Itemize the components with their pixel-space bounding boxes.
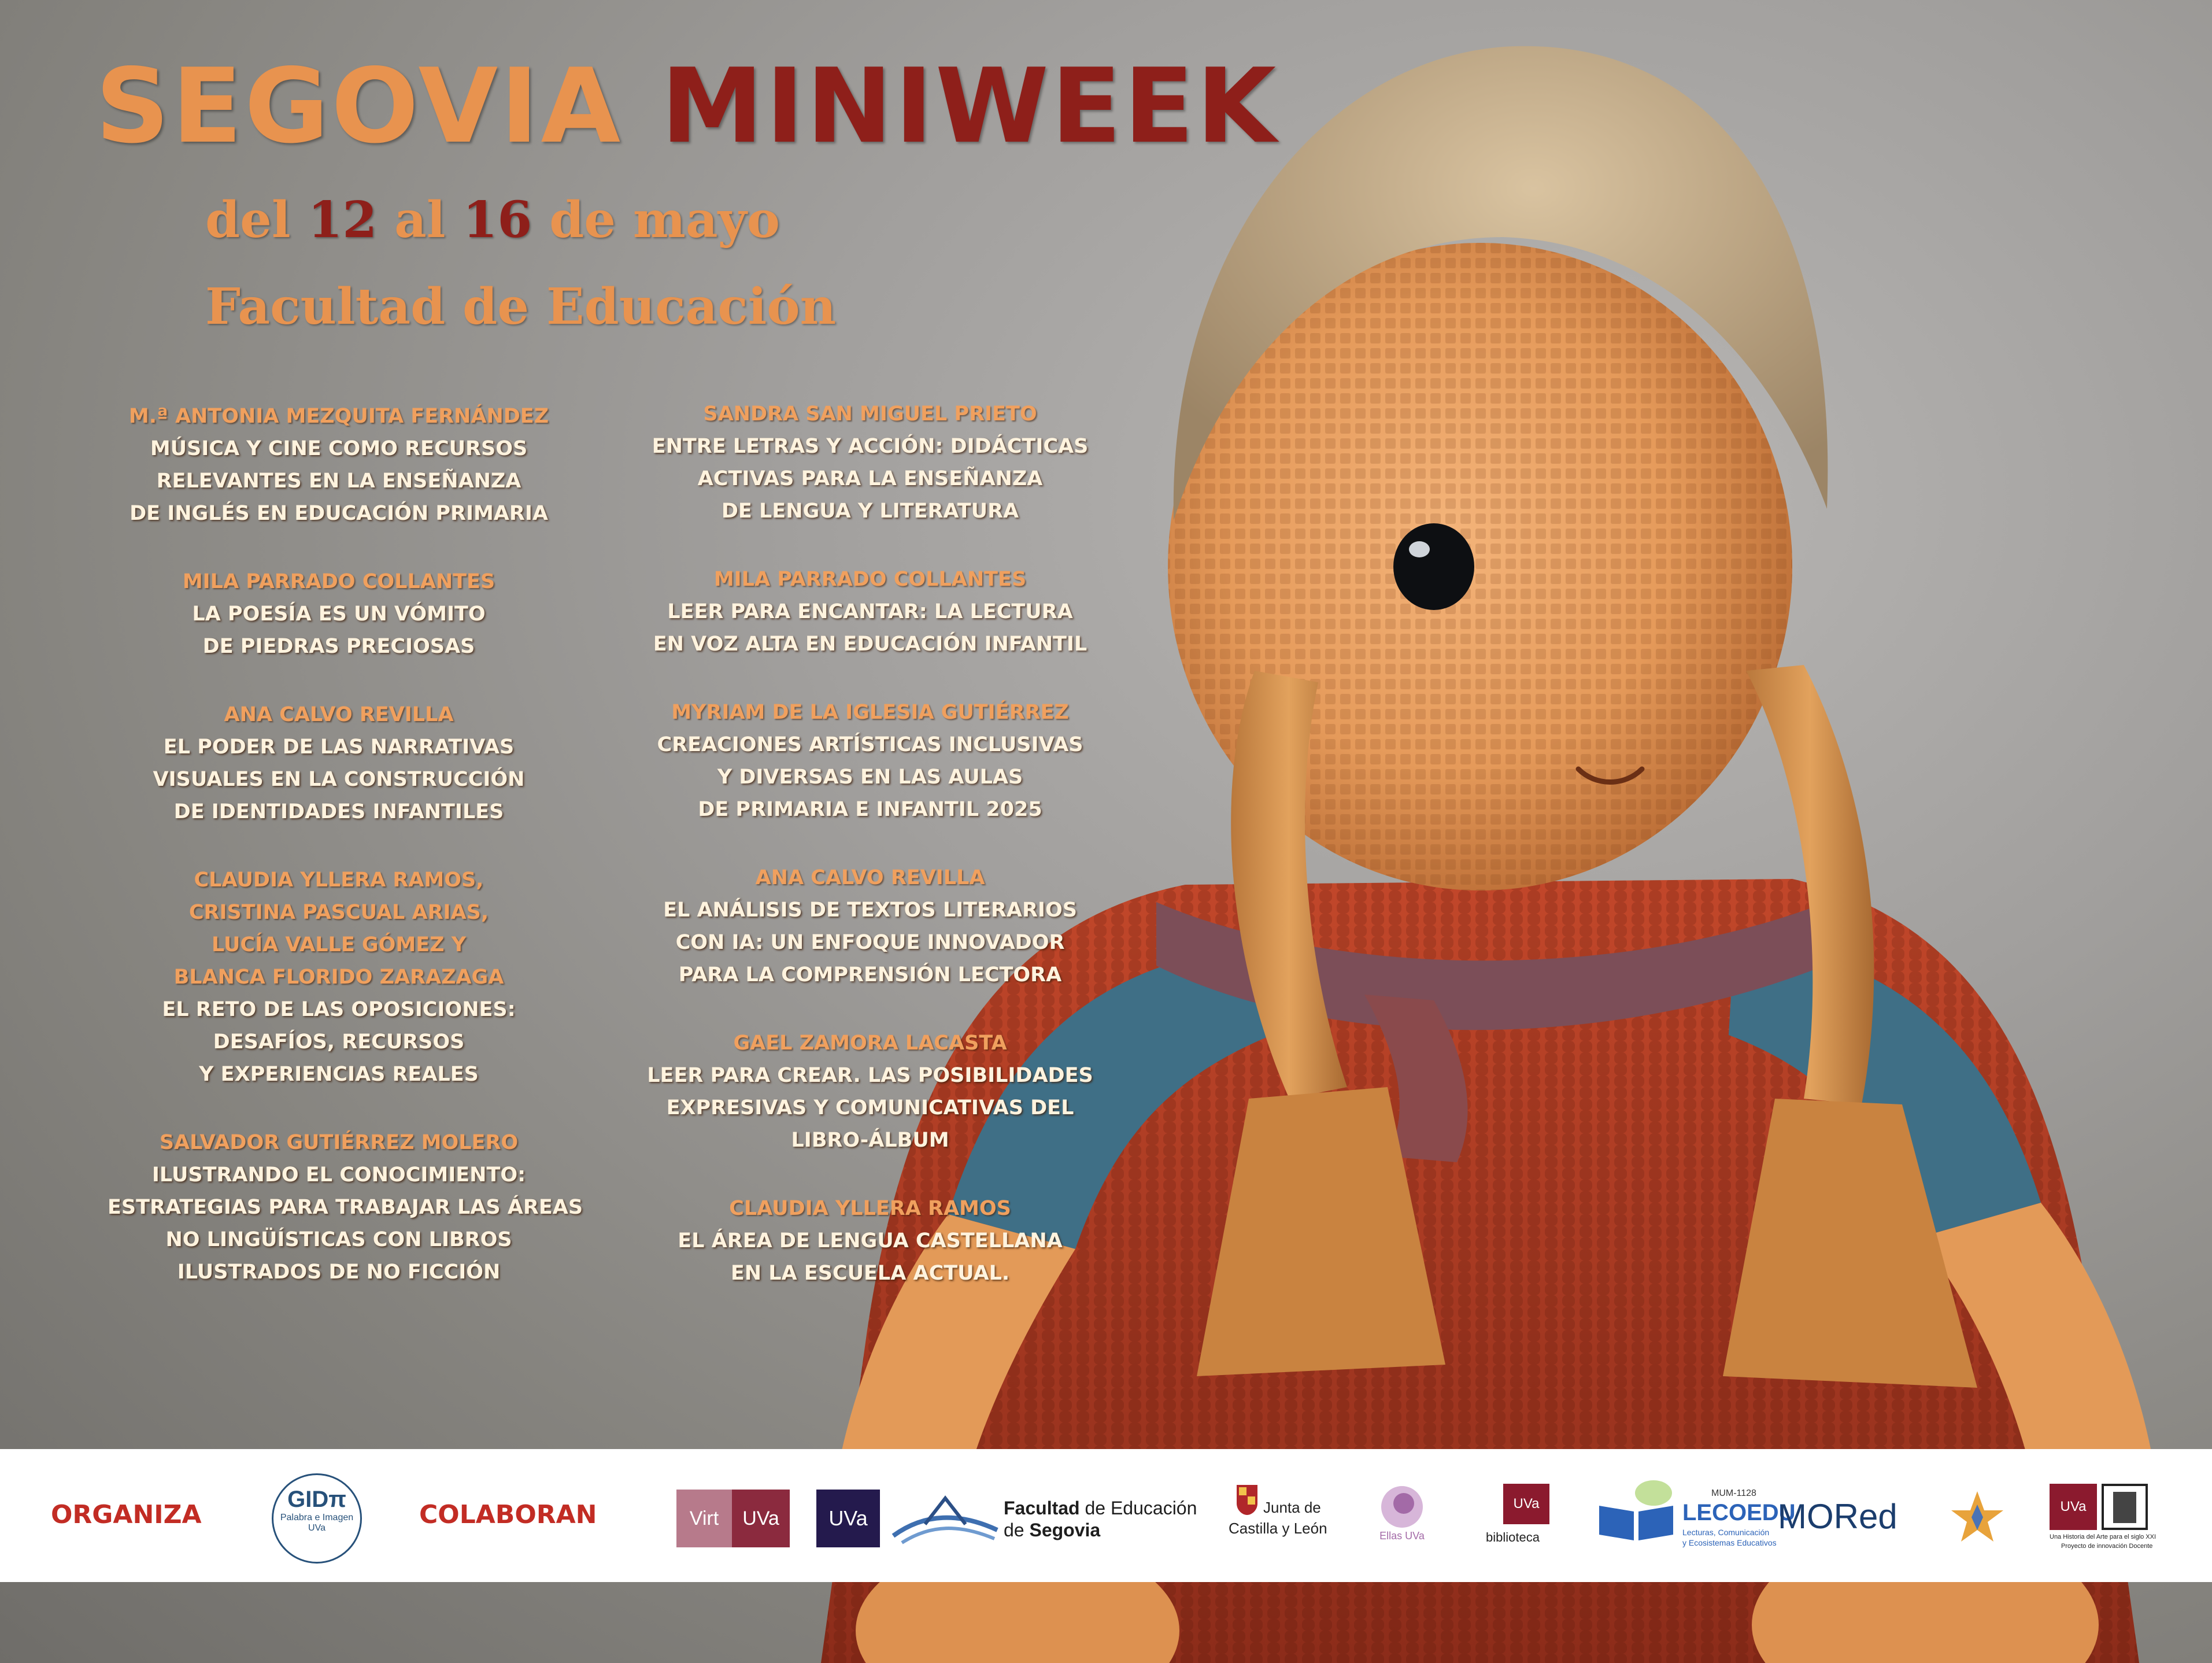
- facultad-logo-wave-icon: [890, 1490, 1000, 1547]
- dates-word-del: del: [205, 191, 291, 249]
- facultad-logo-word: Facultad: [1004, 1498, 1080, 1518]
- gidpi-logo: [272, 1473, 362, 1564]
- uva-historia-line1: Una Historia del Arte para el siglo XXI: [2050, 1533, 2156, 1540]
- talk-title: CON IA: UN ENFOQUE INNOVADOR: [675, 931, 1065, 954]
- dates-start-day: 12: [308, 191, 378, 249]
- talk-entry: [108, 566, 570, 663]
- facultad-logo-rest: de Educación: [1079, 1498, 1197, 1518]
- virtuva-logo: [676, 1490, 790, 1547]
- lecoedu-sub1: Lecturas, Comunicación: [1682, 1528, 1770, 1537]
- facultad-logo-line2: [1004, 1520, 1100, 1541]
- virtuva-logo-left: Virt: [676, 1490, 732, 1547]
- talks-right-column: [578, 398, 1162, 1325]
- talk-speaker: LUCÍA VALLE GÓMEZ Y: [211, 933, 467, 956]
- talk-entry: [108, 864, 570, 1091]
- organiza-label: ORGANIZA: [51, 1500, 202, 1529]
- talk-title: ILUSTRANDO EL CONOCIMIENTO:: [151, 1163, 526, 1187]
- lecoedu-name: LECOEDU: [1682, 1500, 1796, 1525]
- talk-entry: [108, 1126, 583, 1288]
- talk-title: DE PIEDRAS PRECIOSAS: [202, 635, 475, 658]
- talk-title: NO LINGÜÍSTICAS CON LIBROS: [165, 1228, 512, 1251]
- facultad-logo-de: de: [1004, 1520, 1030, 1540]
- title-miniweek: MINIWEEK: [661, 46, 1279, 166]
- virtuva-logo-right: UVa: [732, 1490, 790, 1547]
- talk-title: EL RETO DE LAS OPOSICIONES:: [162, 998, 516, 1021]
- talk-title: MÚSICA Y CINE COMO RECURSOS: [150, 437, 528, 460]
- talk-title: ILUSTRADOS DE NO FICCIÓN: [177, 1261, 501, 1284]
- dates-month: de mayo: [549, 191, 780, 249]
- talk-title: PARA LA COMPRENSIÓN LECTORA: [678, 963, 1062, 986]
- talk-speaker: ANA CALVO REVILLA: [224, 703, 454, 726]
- coat-of-arms-icon: [1236, 1484, 1259, 1516]
- talk-speaker: SALVADOR GUTIÉRREZ MOLERO: [159, 1131, 519, 1154]
- talk-title: ESTRATEGIAS PARA TRABAJAR LAS ÁREAS: [108, 1196, 583, 1219]
- poster-title: [95, 46, 1279, 166]
- talk-speaker: BLANCA FLORIDO ZARAZAGA: [173, 966, 504, 989]
- talk-title: Y EXPERIENCIAS REALES: [199, 1063, 479, 1086]
- gidpi-logo-mark: GIDπ: [287, 1487, 346, 1512]
- sponsors-footer: [0, 1449, 2212, 1582]
- colorful-star-logo-icon: [1948, 1488, 2006, 1546]
- talk-title: LA POESÍA ES UN VÓMITO: [192, 603, 486, 626]
- colaboran-label: COLABORAN: [419, 1500, 597, 1529]
- uva-historia-badge: UVa: [2050, 1484, 2097, 1530]
- talk-speaker: MILA PARRADO COLLANTES: [713, 568, 1027, 591]
- lecoedu-sub2: y Ecosistemas Educativos: [1682, 1538, 1777, 1547]
- talk-entry: [578, 563, 1162, 660]
- mored-logo: MORed: [1778, 1497, 1897, 1536]
- ellas-uva-logo: [1370, 1484, 1434, 1547]
- uva-logo: UVa: [816, 1490, 880, 1547]
- ellas-uva-label: Ellas UVa: [1379, 1530, 1425, 1542]
- ellas-uva-profile-icon: [1370, 1484, 1434, 1530]
- talk-title: ACTIVAS PARA LA ENSEÑANZA: [697, 467, 1043, 490]
- biblioteca-uva-logo: [1486, 1484, 1555, 1559]
- talk-title: CREACIONES ARTÍSTICAS INCLUSIVAS: [657, 733, 1083, 756]
- talk-speaker: M.ª ANTONIA MEZQUITA FERNÁNDEZ: [128, 405, 549, 428]
- junta-castilla-leon-logo: [1229, 1484, 1333, 1553]
- talk-title: LEER PARA ENCANTAR: LA LECTURA: [667, 600, 1073, 623]
- talk-title: DE LENGUA Y LITERATURA: [721, 500, 1019, 523]
- dates-word-al: al: [394, 191, 446, 249]
- talk-title: ENTRE LETRAS Y ACCIÓN: DIDÁCTICAS: [652, 435, 1089, 458]
- talk-entry: [578, 1027, 1162, 1156]
- talk-title: EL ANÁLISIS DE TEXTOS LITERARIOS: [663, 899, 1077, 922]
- talk-entry: [108, 400, 570, 530]
- talk-entry: [578, 398, 1162, 527]
- talk-title: DE IDENTIDADES INFANTILES: [173, 800, 504, 823]
- facultad-educacion-segovia-logo: [890, 1490, 1214, 1553]
- biblioteca-uva-label: biblioteca: [1486, 1530, 1540, 1544]
- event-dates: [205, 191, 780, 249]
- talk-title: Y DIVERSAS EN LAS AULAS: [717, 766, 1023, 789]
- junta-logo-line2: Castilla y León: [1229, 1520, 1327, 1537]
- junta-logo-line1: Junta de: [1263, 1499, 1321, 1516]
- talk-speaker: CRISTINA PASCUAL ARIAS,: [188, 901, 489, 924]
- talk-speaker: CLAUDIA YLLERA RAMOS,: [194, 869, 484, 892]
- event-venue: Facultad de Educación: [205, 278, 837, 336]
- talk-entry: [578, 862, 1162, 991]
- historia-arte-emblem-icon: [2102, 1484, 2148, 1530]
- biblioteca-uva-badge: UVa: [1503, 1484, 1549, 1524]
- talk-speaker: MYRIAM DE LA IGLESIA GUTIÉRREZ: [671, 701, 1069, 724]
- uva-historia-line2: Proyecto de innovación Docente: [2061, 1543, 2153, 1550]
- talk-entry: [108, 699, 570, 828]
- lecoedu-open-book-icon: [1596, 1477, 1677, 1546]
- talk-speaker: ANA CALVO REVILLA: [755, 866, 985, 889]
- talk-title: EXPRESIVAS Y COMUNICATIVAS DEL: [666, 1096, 1074, 1119]
- talk-title: RELEVANTES EN LA ENSEÑANZA: [156, 470, 521, 493]
- facultad-logo-line1: [1004, 1498, 1197, 1519]
- dates-end-day: 16: [463, 191, 532, 249]
- title-segovia: SEGOVIA: [95, 46, 623, 166]
- talk-speaker: MILA PARRADO COLLANTES: [182, 570, 495, 593]
- talk-entry: [578, 1192, 1162, 1289]
- talk-title: VISUALES EN LA CONSTRUCCIÓN: [153, 768, 525, 791]
- gidpi-logo-line1: Palabra e Imagen: [280, 1513, 354, 1522]
- talk-title: DE PRIMARIA E INFANTIL 2025: [698, 798, 1042, 821]
- talk-title: DE INGLÉS EN EDUCACIÓN PRIMARIA: [130, 502, 548, 525]
- talk-title: DESAFÍOS, RECURSOS: [213, 1030, 465, 1054]
- talk-title: EN LA ESCUELA ACTUAL.: [730, 1262, 1010, 1285]
- talk-title: EL ÁREA DE LENGUA CASTELLANA: [678, 1229, 1063, 1252]
- talk-title: LIBRO-ÁLBUM: [791, 1129, 949, 1152]
- gidpi-logo-line2: UVa: [308, 1523, 325, 1533]
- talk-title: EL PODER DE LAS NARRATIVAS: [163, 736, 515, 759]
- lecoedu-code: MUM-1128: [1711, 1488, 1756, 1498]
- talk-speaker: GAEL ZAMORA LACASTA: [733, 1032, 1007, 1055]
- uva-historia-arte-logo: [2050, 1484, 2154, 1559]
- talks-left-column: [108, 400, 583, 1324]
- talk-title: LEER PARA CREAR. LAS POSIBILIDADES: [647, 1064, 1093, 1087]
- lecoedu-logo: [1596, 1471, 1796, 1552]
- talk-speaker: CLAUDIA YLLERA RAMOS: [729, 1197, 1011, 1220]
- talk-entry: [578, 696, 1162, 826]
- talk-title: EN VOZ ALTA EN EDUCACIÓN INFANTIL: [653, 633, 1087, 656]
- facultad-logo-segovia: Segovia: [1029, 1520, 1101, 1540]
- talk-speaker: SANDRA SAN MIGUEL PRIETO: [703, 402, 1037, 426]
